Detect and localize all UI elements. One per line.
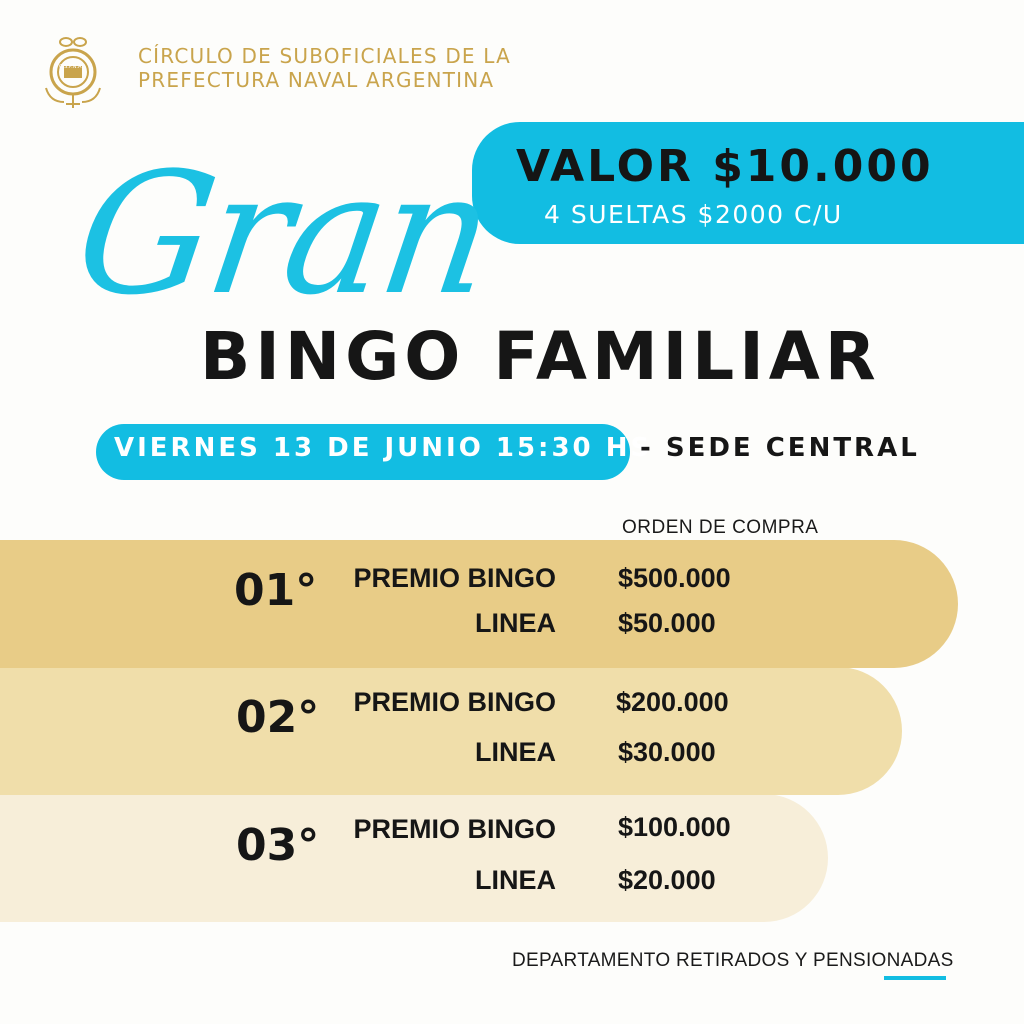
event-date: VIERNES 13 DE JUNIO 15:30 HS <box>114 433 653 463</box>
prize-rank: 03° <box>236 820 320 871</box>
prize-line-amount: $30.000 <box>618 737 716 767</box>
price-main: VALOR $10.000 <box>516 141 934 192</box>
prize-line-label: LINEA <box>475 737 556 767</box>
prize-bingo-amount: $100.000 <box>618 812 731 842</box>
page-title: BINGO FAMILIAR <box>200 318 881 395</box>
organization-name <box>138 44 511 92</box>
org-line-2: PREFECTURA NAVAL ARGENTINA <box>138 68 495 92</box>
prize-rank: 02° <box>236 692 320 743</box>
prize-band-1 <box>0 540 958 668</box>
prize-bingo-label: PREMIO BINGO <box>353 814 556 844</box>
org-line-1: CÍRCULO DE SUBOFICIALES DE LA <box>138 44 511 68</box>
prizes-header: ORDEN DE COMPRA <box>622 517 819 538</box>
prize-bingo-label: PREMIO BINGO <box>353 563 556 593</box>
prize-line-amount: $50.000 <box>618 608 716 638</box>
prize-bingo-amount: $500.000 <box>618 563 731 593</box>
price-sub: 4 SUELTAS $2000 C/U <box>544 200 843 229</box>
footer-underline <box>884 976 946 980</box>
anchor-chain-emblem-icon <box>36 36 110 110</box>
footer-department: DEPARTAMENTO RETIRADOS Y PENSIONADAS <box>512 950 954 971</box>
logo-text: C.S.P.N.A <box>59 64 82 70</box>
event-venue: - SEDE CENTRAL <box>640 433 920 463</box>
prize-line-amount: $20.000 <box>618 865 716 895</box>
prize-rank: 01° <box>234 565 318 616</box>
prize-line-label: LINEA <box>475 608 556 638</box>
title-script: Gran <box>66 136 501 332</box>
prize-line-label: LINEA <box>475 865 556 895</box>
prize-bingo-label: PREMIO BINGO <box>353 687 556 717</box>
prize-bingo-amount: $200.000 <box>616 687 729 717</box>
